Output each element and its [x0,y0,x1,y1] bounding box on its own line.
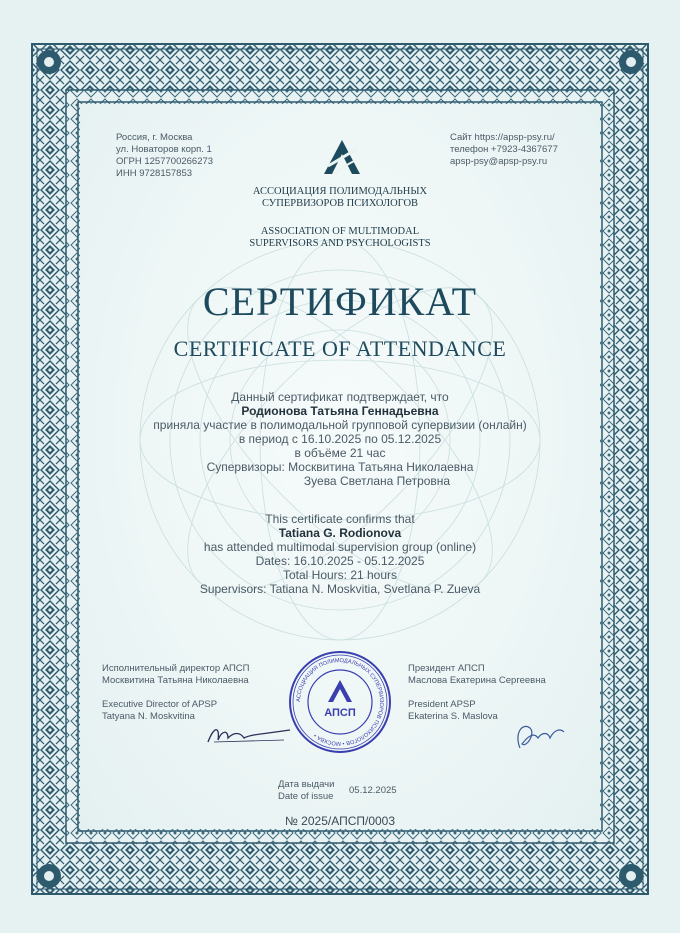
signatory-left-name-ru: Москвитина Татьяна Николаевна [102,675,249,686]
certificate-number: № 2025/АПСП/0003 [284,814,396,828]
signatory-right-title-ru: Президент АПСП [408,663,485,674]
email-line: apsp-psy@apsp-psy.ru [450,156,548,167]
org-name-en-line: SUPERVISORS AND PSYCHOLOGISTS [249,238,431,249]
org-name-ru-line: СУПЕРВИЗОРОВ ПСИХОЛОГОВ [261,198,419,209]
recipient-name-ru: Родионова Татьяна Геннадьевна [241,404,439,418]
signatory-left-title-ru: Исполнительный директор АПСП [102,663,250,674]
signature-left [204,722,294,748]
body-ru-line: в объёме 21 час [294,446,386,460]
org-name-ru [200,186,480,210]
signatory-right-name-ru: Маслова Екатерина Сергеевна [408,675,546,686]
apsp-logo [322,138,362,176]
signatory-right-name-en: Ekaterina S. Maslova [408,711,498,722]
body-en-line: has attended multimodal supervision group (online) [203,540,477,554]
stamp-center-text: АПСП [324,707,356,719]
body-ru-line: приняла участие в полимодальной групповой супервизии (онлайн) [153,418,527,432]
signatory-left [102,663,250,723]
issue-date-label-ru: Дата выдачи [278,779,335,790]
address-block [116,132,213,180]
signature-right [512,718,568,754]
body-ru-line: Зуева Светлана Петровна [303,474,451,488]
signatory-right [408,663,546,723]
ogrn-line: ОГРН 1257700266273 [116,156,214,167]
certificate-subtitle: CERTIFICATE OF ATTENDANCE [173,336,507,361]
body-ru [100,390,580,488]
body-en [100,512,580,596]
certificate-title: СЕРТИФИКАТ [202,279,478,324]
issue-date-label-en: Date of issue [278,791,334,802]
body-ru-line: Данный сертификат подтверждает, что [231,390,449,404]
org-name-en-line: ASSOCIATION OF MULTIMODAL [260,226,420,237]
website-line: Сайт https://apsp-psy.ru/ [450,132,555,143]
official-stamp [288,650,392,754]
contact-block [450,132,558,168]
stamp-ring-text: АССОЦИАЦИЯ ПОЛИМОДАЛЬНЫХ СУПЕРВИЗОРОВ ПСИХОЛОГОВ • МОСКВА • [295,657,385,747]
inn-line: ИНН 9728157853 [116,168,193,179]
signatory-left-title-en: Executive Director of APSP [102,699,218,710]
body-en-line: Supervisors: Tatiana N. Moskvitia, Svetlana P. Zueva [199,582,481,596]
org-name-en [200,226,480,250]
body-en-line: Total Hours: 21 hours [282,568,398,582]
issue-date-labels [278,779,334,803]
signatory-left-name-en: Tatyana N. Moskvitina [102,711,195,722]
signatory-right-title-en: President APSP [408,699,476,710]
body-en-line: Dates: 16.10.2025 - 05.12.2025 [255,554,425,568]
body-ru-line: в период с 16.10.2025 по 05.12.2025 [238,432,442,446]
address-line: Россия, г. Москва [116,132,193,143]
body-en-line: This certificate confirms that [265,512,415,526]
phone-line: телефон +7923-4367677 [450,144,558,155]
org-name-ru-line: АССОЦИАЦИЯ ПОЛИМОДАЛЬНЫХ [252,186,428,197]
body-ru-line: Супервизоры: Москвитина Татьяна Николаевна [206,460,474,474]
issue-date-value: 05.12.2025 [349,785,397,796]
recipient-name-en: Tatiana G. Rodionova [278,526,402,540]
address-line: ул. Новаторов корп. 1 [116,144,212,155]
